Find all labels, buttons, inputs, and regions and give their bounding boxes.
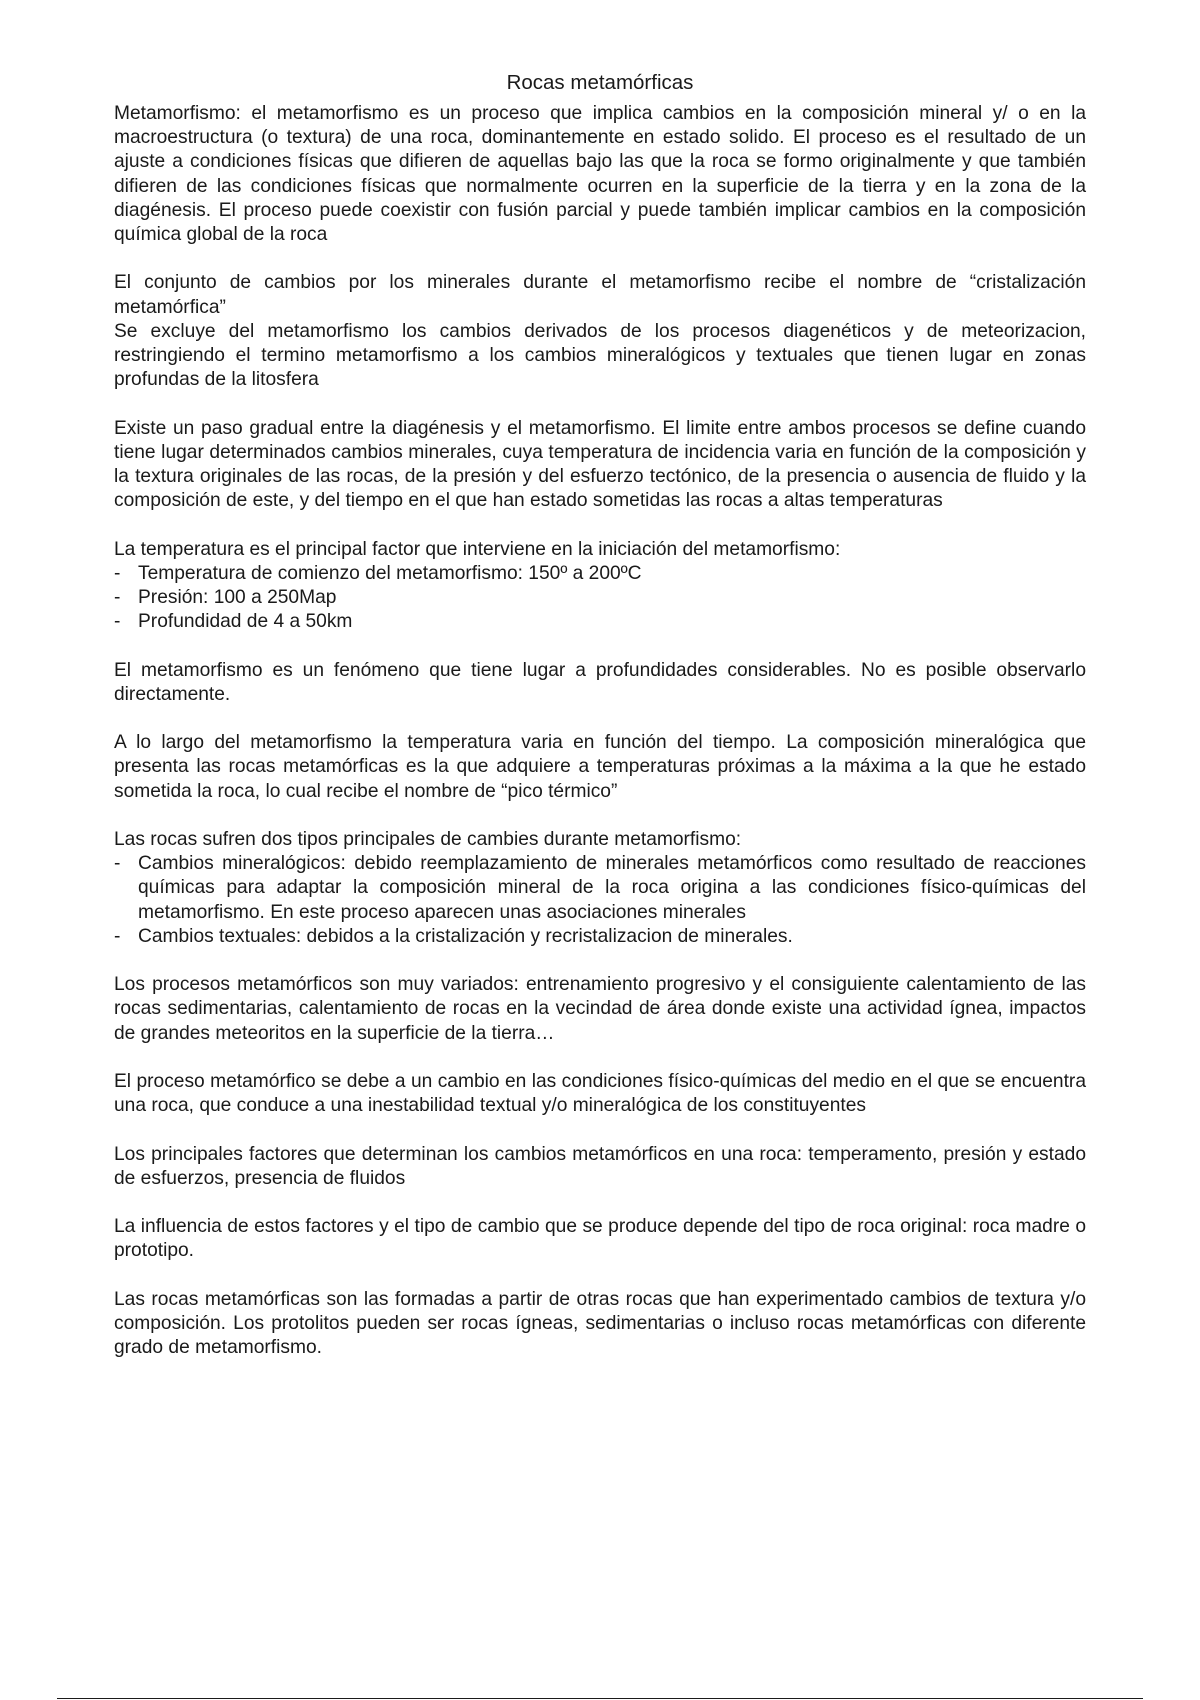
paragraph-gap (114, 1046, 1086, 1070)
bullet-dash: - (114, 853, 121, 875)
list-item (114, 562, 1086, 586)
paragraph-gap (114, 513, 1086, 537)
paragraph-factors: Los principales factores que determinan los cambios metamórficos en una roca: temperamento, presión y estado de esfuerzos, presencia de fluidos (114, 1143, 1086, 1189)
paragraph-gap (114, 707, 1086, 731)
paragraph-gap (114, 1118, 1086, 1142)
paragraph-crystallization: El conjunto de cambios por los minerales durante el metamorfismo recibe el nombre de “cristalización metamórfica” (114, 272, 1086, 318)
paragraph-definition: Metamorfismo: el metamorfismo es un proceso que implica cambios en la composición mineral y/ o en la macroestructura (o textura) de una roca, dominantemente en estado solido. El proceso es el resultado de un ajuste a condiciones físicas que difieren de aquellas bajo las que la roca se formo originalmente y que también difieren de las condiciones físicas que normalmente ocurren en la superficie de la tierra y en la zona de la diagénesis. El proceso puede coexistir con fusión parcial y puede también implicar cambios en la composición química global de la roca (114, 103, 1086, 246)
list-item (114, 925, 1086, 949)
paragraph-temperature-intro: La temperatura es el principal factor que interviene en la iniciación del metamorfismo: (114, 538, 841, 560)
paragraph-processes: Los procesos metamórficos son muy variados: entrenamiento progresivo y el consiguiente calentamiento de las rocas sedimentarias, calentamiento de rocas en la vecindad de área donde existe una actividad ígnea, impactos de grandes meteoritos en la superficie de la tierra… (114, 974, 1086, 1044)
list-item-text: Temperatura de comienzo del metamorfismo: 150º a 200ºC (138, 562, 642, 584)
paragraph-gap (114, 634, 1086, 658)
list-item (114, 610, 1086, 634)
bullet-dash: - (114, 562, 121, 584)
document-page (114, 70, 1086, 1360)
list-item-text: Cambios mineralógicos: debido reemplazamiento de minerales metamórficos como resultado de reacciones químicas para adaptar la composición mineral de la roca origina a las condiciones físico-químicas del metamorfismo. En este proceso aparecen unas asociaciones minerales (138, 853, 1086, 923)
paragraph-parent-rock: La influencia de estos factores y el tipo de cambio que se produce depende del tipo de roca original: roca madre o prototipo. (114, 1216, 1086, 1262)
paragraph-thermal-peak: A lo largo del metamorfismo la temperatura varia en función del tiempo. La composición mineralógica que presenta las rocas metamórficas es la que adquiere a temperaturas próximas a la máxima a la que he estado sometida la roca, lo cual recibe el nombre de “pico térmico” (114, 732, 1086, 802)
paragraph-gap (114, 392, 1086, 416)
list-item-text: Cambios textuales: debidos a la cristalización y recristalizacion de minerales. (138, 925, 793, 947)
paragraph-diagenesis-limit: Existe un paso gradual entre la diagénesis y el metamorfismo. El limite entre ambos procesos se define cuando tiene lugar determinados cambios minerales, cuya temperatura de incidencia varia en función de la composición y la textura originales de las rocas, de la presión y del esfuerzo tectónico, de la presencia o ausencia de fluido y la composición de este, y del tiempo en el que han estado sometidas las rocas a altas temperaturas (114, 417, 1086, 512)
bullet-dash: - (114, 925, 121, 947)
footer-divider (57, 1698, 1143, 1699)
list-item (114, 852, 1086, 925)
paragraph-change-types-intro: Las rocas sufren dos tipos principales de cambies durante metamorfismo: (114, 829, 742, 850)
paragraph-gap (114, 247, 1086, 271)
list-item-text: Presión: 100 a 250Map (138, 587, 337, 609)
conditions-list (114, 562, 1086, 635)
paragraph-gap (114, 1191, 1086, 1215)
bullet-dash: - (114, 611, 121, 633)
paragraph-gap (114, 1264, 1086, 1288)
paragraph-depth: El metamorfismo es un fenómeno que tiene lugar a profundidades considerables. No es posible observarlo directamente. (114, 659, 1086, 705)
paragraph-protoliths: Las rocas metamórficas son las formadas a partir de otras rocas que han experimentado cambios de textura y/o composición. Los protolitos pueden ser rocas ígneas, sedimentarias o incluso rocas metamórficas con diferente grado de metamorfismo. (114, 1288, 1086, 1359)
paragraph-gap (114, 949, 1086, 973)
page-title: Rocas metamórficas (506, 71, 694, 94)
change-types-list (114, 852, 1086, 949)
paragraph-gap (114, 804, 1086, 828)
paragraph-exclusions: Se excluye del metamorfismo los cambios derivados de los procesos diagenéticos y de meteorizacion, restringiendo el termino metamorfismo a los cambios mineralógicos y textuales que tienen lugar en zonas profundas de la litosfera (114, 320, 1086, 391)
list-item-text: Profundidad de 4 a 50km (138, 611, 353, 633)
list-item (114, 586, 1086, 610)
bullet-dash: - (114, 587, 121, 609)
paragraph-instability: El proceso metamórfico se debe a un cambio en las condiciones físico-químicas del medio en el que se encuentra una roca, que conduce a una inestabilidad textual y/o mineralógica de los constituyentes (114, 1071, 1086, 1117)
